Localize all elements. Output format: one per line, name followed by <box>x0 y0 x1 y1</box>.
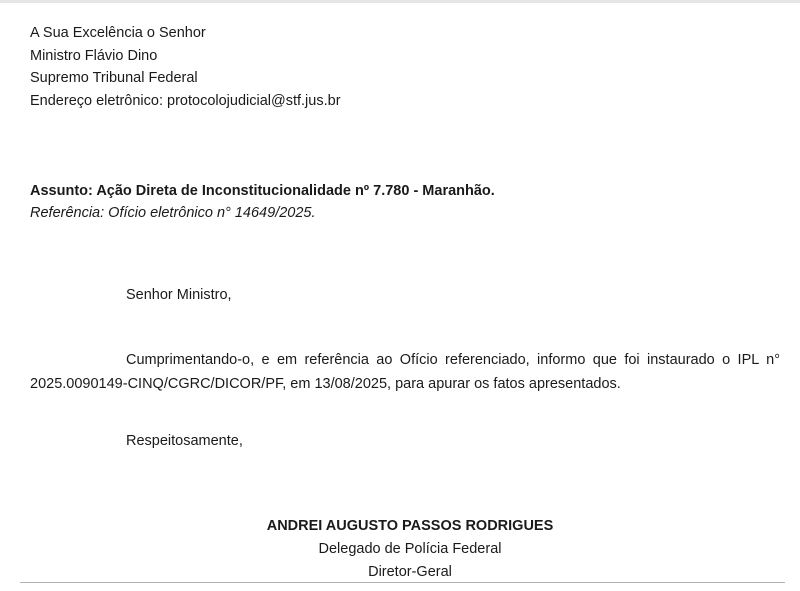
recipient-name: Ministro Flávio Dino <box>30 47 158 64</box>
subject-block <box>30 180 495 224</box>
recipient-email: Endereço eletrônico: protocolojudicial@stf.jus.br <box>30 92 341 109</box>
body-paragraph: Cumprimentando-o, e em referência ao Ofício referenciado, informo que foi instaurado o IPL n° 2025.0090149-CINQ/CGRC/DICOR/PF, em 13/08/2025, para apurar os fatos apresentados. <box>30 352 780 392</box>
subject-reference: Referência: Ofício eletrônico n° 14649/2025. <box>30 205 316 221</box>
recipient-block <box>30 22 341 112</box>
closing: Respeitosamente, <box>126 433 243 449</box>
signatory-title: Diretor-Geral <box>368 564 452 580</box>
subject-title: Assunto: Ação Direta de Inconstitucionalidade nº 7.780 - Maranhão. <box>30 183 495 199</box>
signatory-role: Delegado de Polícia Federal <box>318 541 502 557</box>
top-divider <box>0 0 800 3</box>
signature-block <box>190 515 630 584</box>
signatory-name: ANDREI AUGUSTO PASSOS RODRIGUES <box>266 518 554 534</box>
recipient-salutation: A Sua Excelência o Senhor <box>30 25 206 41</box>
greeting: Senhor Ministro, <box>126 287 232 303</box>
bottom-divider <box>20 582 785 583</box>
recipient-institution: Supremo Tribunal Federal <box>30 70 198 86</box>
